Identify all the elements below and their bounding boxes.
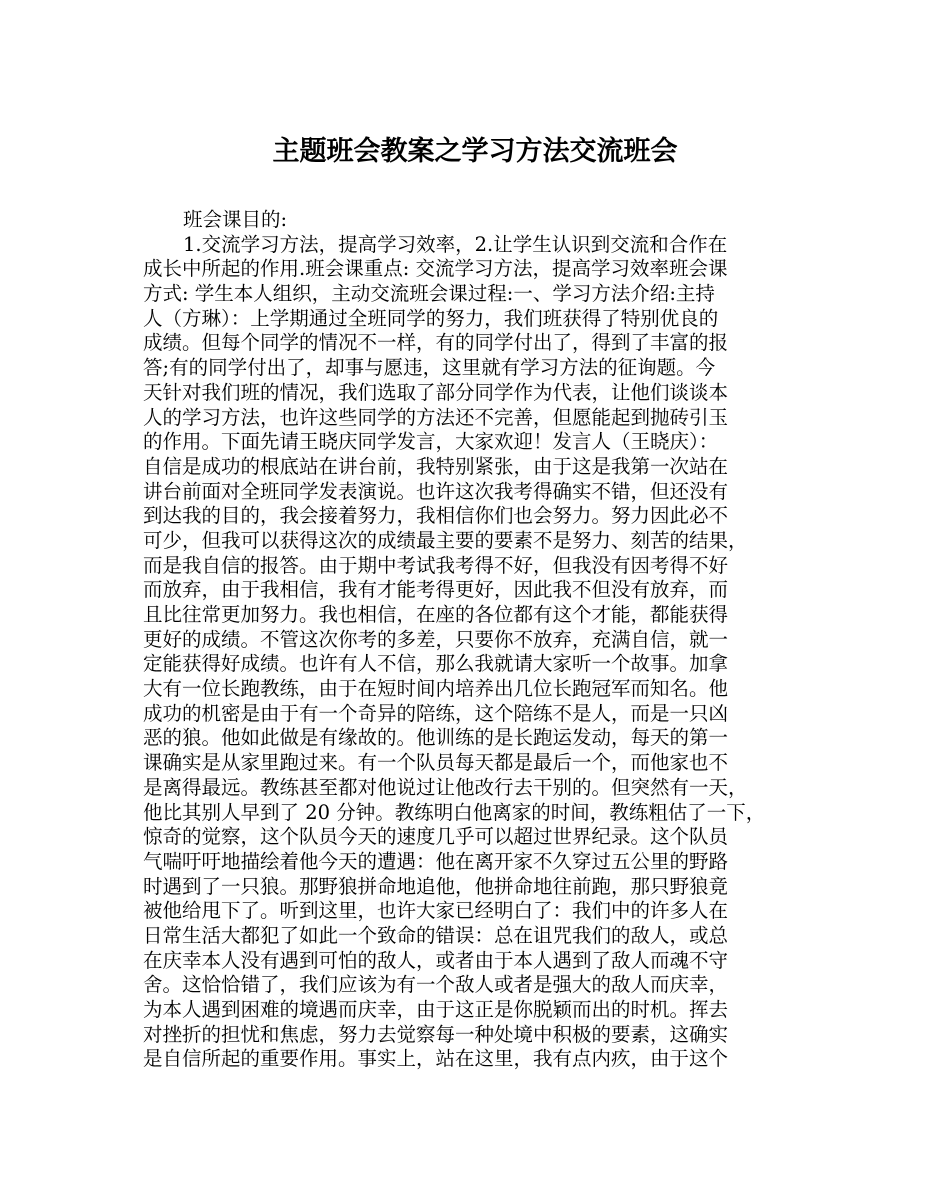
body-line: 班会课目的: [183,208,288,231]
body-line: 方式: 学生本人组织，主动交流班会课过程:一、学习方法介绍:主持 [143,282,715,306]
document-title: 主题班会教案之学习方法交流班会 [272,136,678,167]
body-line: 人的学习方法，也许这些同学的方法还不完善，但愿能起到抛砖引玉 [143,405,729,429]
body-line: 日常生活大都犯了如此一个致命的错误：总在诅咒我们的敌人，或总 [143,923,729,947]
body-line: 时遇到了一只狼。那野狼拼命地追他，他拼命地往前跑，那只野狼竟 [143,874,729,898]
body-line: 讲台前面对全班同学发表演说。也许这次我考得确实不错，但还没有 [143,479,729,503]
body-line: 舍。这恰恰错了，我们应该为有一个敌人或者是强大的敌人而庆幸， [143,973,729,997]
body-line: 为本人遇到困难的境遇而庆幸，由于这正是你脱颖而出的时机。挥去 [143,998,729,1021]
body-line: 自信是成功的根底站在讲台前，我特别紧张，由于这是我第一次站在 [143,454,729,478]
body-line: 而放弃，由于我相信，我有才能考得更好，因此我不但没有放弃，而 [143,578,729,602]
body-line: 的作用。下面先请王晓庆同学发言，大家欢迎！发言人（王晓庆）： [143,430,719,454]
body-line: 到达我的目的，我会接着努力，我相信你们也会努力。努力因此必不 [143,504,729,528]
body-line: 成绩。但每个同学的情况不一样，有的同学付出了，得到了丰富的报 [143,331,729,355]
body-line: 是自信所起的重要作用。事实上，站在这里，我有点内疚，由于这个 [143,1047,729,1071]
body-line: 成功的机密是由于有一个奇异的陪练，这个陪练不是人，而是一只凶 [143,701,729,725]
body-line: 定能获得好成绩。也许有人不信，那么我就请大家听一个故事。加拿 [143,652,729,676]
body-line: 天针对我们班的情况，我们选取了部分同学作为代表，让他们谈谈本 [143,380,729,404]
body-line: 在庆幸本人没有遇到可怕的敌人，或者由于本人遇到了敌人而魂不守 [143,948,729,972]
body-line: 成长中所起的作用.班会课重点: 交流学习方法，提高学习效率班会课 [143,257,728,281]
body-line: 且比往常更加努力。我也相信，在座的各位都有这个才能，都能获得 [143,603,729,626]
body-line: 人（方琳）：上学期通过全班同学的努力，我们班获得了特别优良的 [143,306,719,330]
body-line: 而是我自信的报答。由于期中考试我考得不好，但我没有因考得不好 [143,553,729,577]
body-line: 可少，但我可以获得这次的成绩最主要的要素不是努力、刻苦的结果， [143,528,748,552]
body-line: 气喘吁吁地描绘着他今天的遭遇：他在离开家不久穿过五公里的野路 [143,849,729,873]
body-line: 课确实是从家里跑过来。有一个队员每天都是最后一个，而他家也不 [143,751,729,775]
body-line: 他比其别人早到了 20 分钟。教练明白他离家的时间，教练粗估了一下， [143,800,766,824]
body-line: 大有一位长跑教练，由于在短时间内培养出几位长跑冠军而知名。他 [143,677,729,701]
document-body [143,208,813,1072]
body-line: 答;有的同学付出了，却事与愿违，这里就有学习方法的征询题。今 [143,356,716,380]
body-line: 更好的成绩。不管这次你考的多差，只要你不放弃，充满自信，就一 [143,627,729,651]
body-line: 是离得最远。教练甚至都对他说过让他改行去干别的。但突然有一天， [143,775,748,799]
body-line: 被他给甩下了。听到这里，也许大家已经明白了：我们中的许多人在 [143,899,729,923]
body-line: 1.交流学习方法，提高学习效率，2.让学生认识到交流和合作在 [183,232,728,256]
body-line: 惊奇的觉察，这个队员今天的速度几乎可以超过世界纪录。这个队员 [143,825,729,849]
body-line: 恶的狼。他如此做是有缘故的。他训练的是长跑运发动，每天的第一 [143,726,729,750]
body-line: 对挫折的担忧和焦虑，努力去觉察每一种处境中积极的要素，这确实 [143,1022,729,1046]
